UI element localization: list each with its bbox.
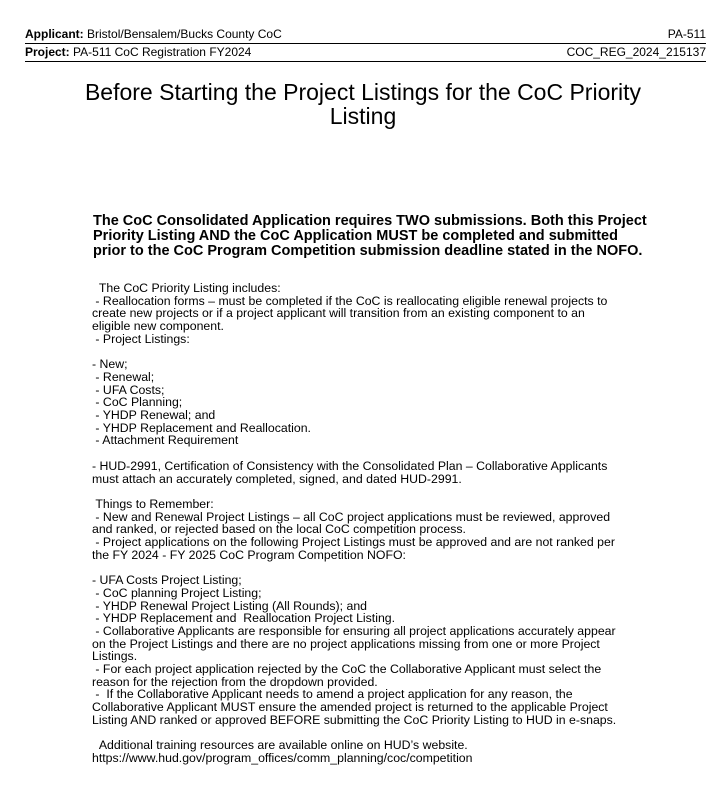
page-header [25,26,706,62]
coc-code: PA-511 [667,27,706,41]
body-line: the FY 2024 - FY 2025 CoC Program Competition NOFO: [92,547,406,562]
body-line: - New; [92,357,128,372]
body-line: eligible new component. [92,319,224,334]
body-line: - If the Collaborative Applicant needs to amend a project application for any reason, the [92,687,573,702]
applicant-label: Applicant: [25,27,84,41]
body-line: reason for the rejection from the dropdown provided. [92,674,378,689]
body-line: Listing AND ranked or approved BEFORE submitting the CoC Priority Listing to HUD in e-snaps. [92,712,617,727]
page-title: Before Starting the Project Listings for the CoC Priority Listing [84,79,642,129]
body-line: Listings. [92,649,138,664]
body-line: - Renewal; [92,369,155,384]
body-line: Collaborative Applicant MUST ensure the amended project is returned to the applicable Project [92,700,608,715]
body-line: The CoC Priority Listing includes: [92,281,281,295]
body-line: - YHDP Replacement and Reallocation Project Listing. [92,611,396,626]
body-line: must attach an accurately completed, signed, and dated HUD-2991. [92,471,462,486]
body-line: - YHDP Replacement and Reallocation. [92,420,311,435]
body-line: - CoC Planning; [92,395,183,410]
header-row-project [25,44,706,62]
body-line: and ranked, or rejected based on the local CoC competition process. [92,522,466,537]
body-line: - Reallocation forms – must be completed if the CoC is reallocating eligible renewal projects to [92,293,608,308]
applicant-field [25,27,282,42]
body-line: Things to Remember: [92,496,214,511]
body-line: https://www.hud.gov/program_offices/comm_planning/coc/competition [92,750,473,765]
body-line: - New and Renewal Project Listings – all CoC project applications must be reviewed, approved [92,509,611,524]
project-field [25,45,251,60]
body-line: - YHDP Renewal Project Listing (All Rounds); and [92,598,367,613]
body-line: - For each project application rejected by the CoC the Collaborative Applicant must select the [92,662,602,677]
body-line: - CoC planning Project Listing; [92,585,262,600]
instructions-body [92,282,652,765]
applicant-value: Bristol/Bensalem/Bucks County CoC [87,27,282,41]
body-line: create new projects or if a project applicant will transition from an existing component to an [92,306,585,321]
body-line: - Project Listings: [92,331,190,346]
body-line: - Attachment Requirement [92,433,239,448]
blank-line [92,485,652,498]
project-label: Project: [25,45,70,59]
body-line: - HUD-2991, Certification of Consistency with the Consolidated Plan – Collaborative Applicants [92,458,608,473]
intro-paragraph: The CoC Consolidated Application requires TWO submissions. Both this Project Priority Listing AND the CoC Application MUST be completed and submitted prior to the CoC Program Competition submission deadline stated in the NOFO. [93,213,647,259]
body-line: - UFA Costs Project Listing; [92,573,242,588]
header-row-applicant [25,26,706,44]
blank-line [92,447,652,460]
body-line: on the Project Listings and there are no project applications missing from one or more Project [92,636,600,651]
body-line: - Project applications on the following Project Listings must be approved and are not ranked per [92,535,615,550]
blank-line [92,346,652,359]
body-line: - YHDP Renewal; and [92,408,216,423]
registration-id: COC_REG_2024_215137 [566,45,706,59]
project-value: PA-511 CoC Registration FY2024 [73,45,252,59]
body-line: - Collaborative Applicants are responsible for ensuring all project applications accurately appear [92,623,616,638]
body-line: - UFA Costs; [92,382,165,397]
body-line: Additional training resources are available online on HUD’s website. [92,738,468,753]
